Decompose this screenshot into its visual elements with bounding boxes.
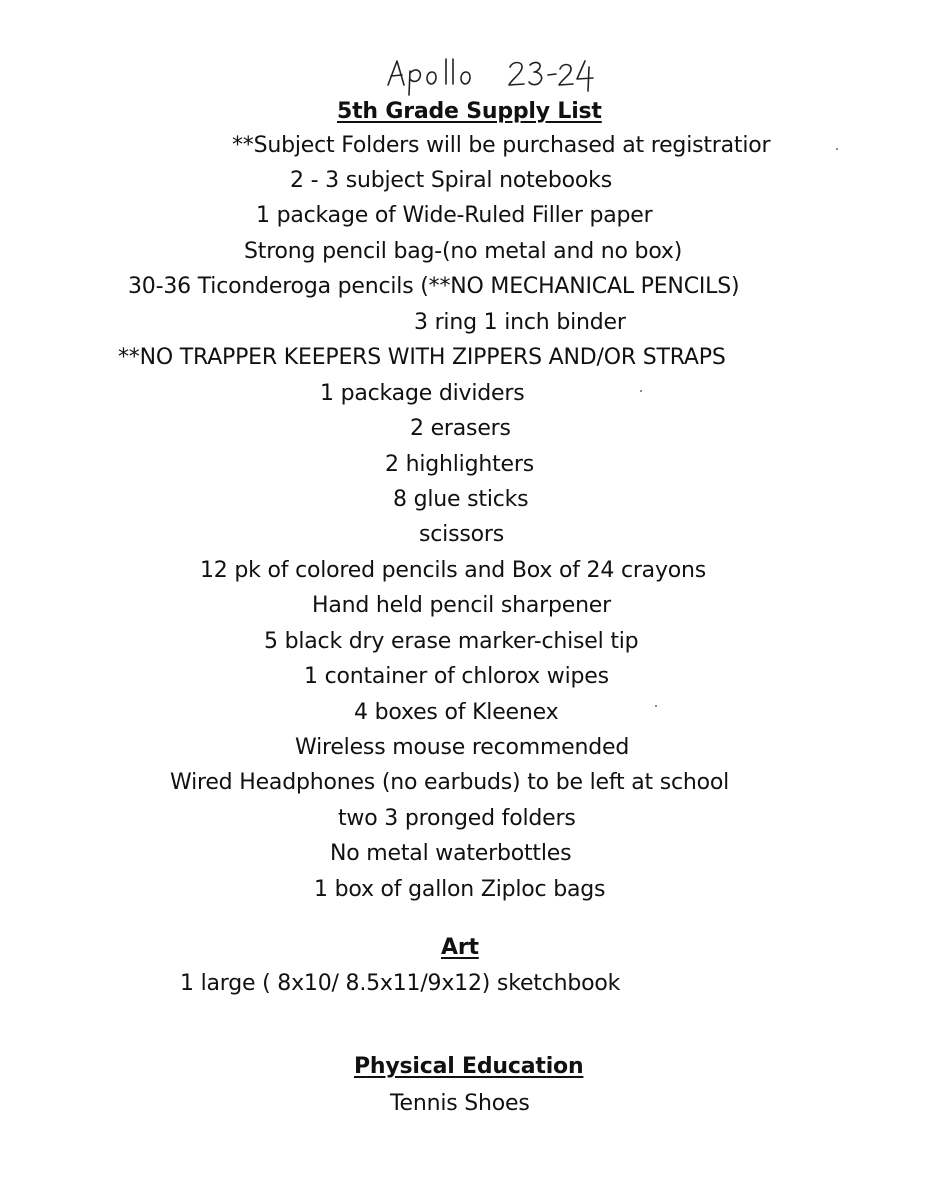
list-item: 5 black dry erase marker-chisel tip (264, 629, 639, 654)
art-heading: Art (441, 935, 479, 960)
list-item: 3 ring 1 inch binder (414, 310, 626, 335)
list-item: Strong pencil bag-(no metal and no box) (244, 239, 683, 264)
list-item: 2 - 3 subject Spiral notebooks (290, 168, 612, 193)
list-item: No metal waterbottles (330, 841, 572, 866)
list-item: 1 box of gallon Ziploc bags (314, 877, 606, 902)
art-item: 1 large ( 8x10/ 8.5x11/9x12) sketchbook (180, 971, 621, 996)
list-item: two 3 pronged folders (338, 806, 576, 831)
list-item: 1 package dividers (320, 381, 525, 406)
pe-heading: Physical Education (354, 1054, 584, 1079)
list-item: Hand held pencil sharpener (312, 593, 611, 618)
scan-speck (655, 705, 657, 707)
pe-item: Tennis Shoes (390, 1091, 530, 1116)
list-item: 8 glue sticks (393, 487, 529, 512)
handwritten-note (380, 55, 610, 99)
list-item: **NO TRAPPER KEEPERS WITH ZIPPERS AND/OR STRAPS (118, 345, 726, 370)
list-item: 4 boxes of Kleenex (354, 700, 559, 725)
list-item: 1 container of chlorox wipes (304, 664, 609, 689)
scan-speck (640, 390, 642, 392)
list-item: 2 highlighters (385, 452, 534, 477)
scan-speck (836, 148, 838, 150)
page-title: 5th Grade Supply List (337, 99, 602, 124)
list-item: Wireless mouse recommended (295, 735, 630, 760)
list-item: 12 pk of colored pencils and Box of 24 crayons (200, 558, 707, 583)
list-item: 30-36 Ticonderoga pencils (**NO MECHANICAL PENCILS) (128, 274, 740, 299)
list-item: Wired Headphones (no earbuds) to be left at school (170, 770, 730, 795)
list-item: **Subject Folders will be purchased at registratior (232, 133, 771, 158)
list-item: scissors (419, 522, 504, 547)
list-item: 2 erasers (410, 416, 511, 441)
list-item: 1 package of Wide-Ruled Filler paper (256, 203, 653, 228)
